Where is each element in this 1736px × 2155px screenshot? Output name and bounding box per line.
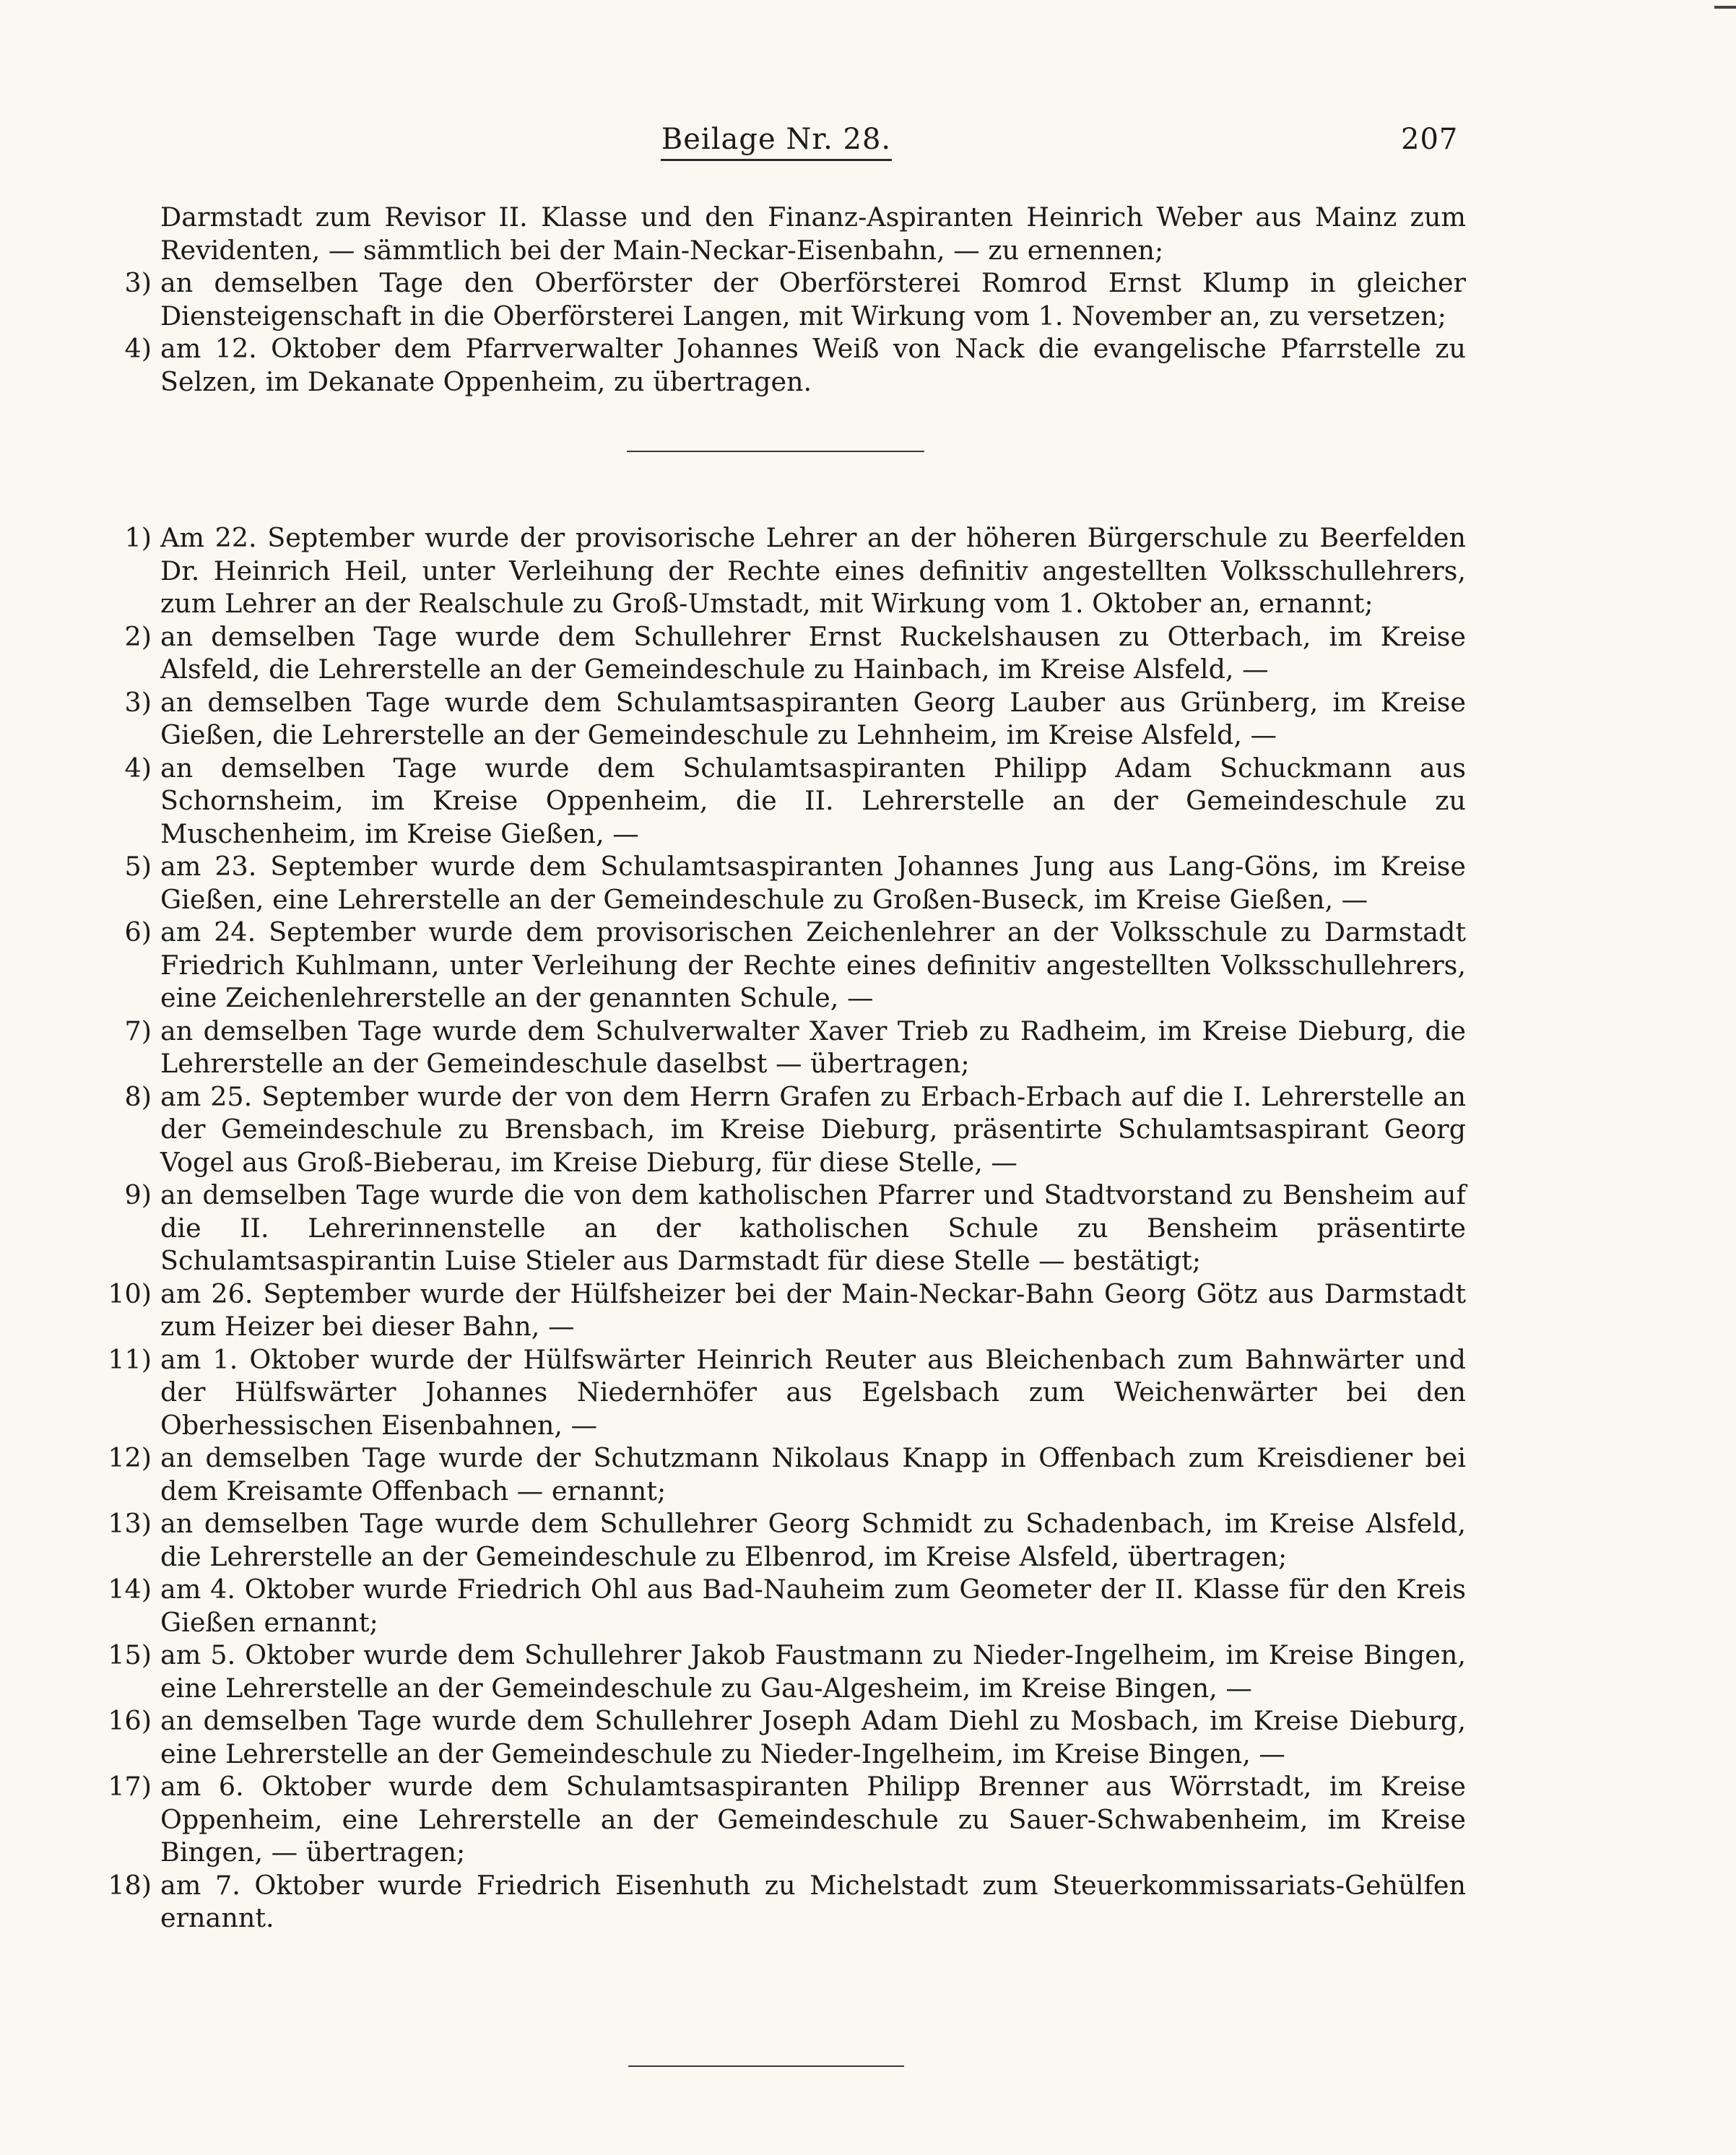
list-item [101,752,1466,851]
item-text: am 12. Oktober dem Pfarrverwalter Johannes Weiß von Nack die evangelische Pfarrstelle zu Selzen, im Dekanate Oppenheim, zu übertragen. [160,333,1466,397]
list-item [101,1704,1466,1770]
list-item [101,1869,1466,1935]
list-item [101,916,1466,1015]
list-item [101,1179,1466,1278]
list-item [101,1573,1466,1639]
item-text: am 26. September wurde der Hülfsheizer bei der Main-Neckar-Bahn Georg Götz aus Darmstadt zum Heizer bei dieser Bahn, — [160,1278,1466,1342]
page-edge-mark [1714,6,1736,9]
item-number: 10) [108,1278,152,1309]
item-number: 18) [108,1869,152,1901]
item-text: am 4. Oktober wurde Friedrich Ohl aus Bad-Nauheim zum Geometer der II. Klasse für den Kreis Gießen ernannt; [160,1574,1466,1638]
list-item [101,1639,1466,1704]
list-item [101,686,1466,752]
section-divider [627,451,924,452]
page-title: Beilage Nr. 28. [661,123,892,161]
list-item [101,1015,1466,1080]
item-text: an demselben Tage wurde dem Schullehrer Joseph Adam Diehl zu Mosbach, im Kreise Dieburg, eine Lehrerstelle an der Gemeindeschule zu Nieder-Ingelheim, im Kreise Bingen, — [160,1705,1466,1769]
item-text: am 24. September wurde dem provisorischen Zeichenlehrer an der Volksschule zu Darmstadt Friedrich Kuhlmann, unter Verleihung der Rechte eines definitiv angestellten Volksschullehrers, eine Zeichenlehrerstelle an der genannten Schule, — [160,916,1466,1013]
section-divider [628,2065,904,2067]
item-number: 9) [124,1179,152,1210]
item-text: am 25. September wurde der von dem Herrn Grafen zu Erbach-Erbach auf die I. Lehrerstelle an der Gemeindeschule zu Brensbach, im Kreise Dieburg, präsentirte Schulamtsaspirant Georg Vogel aus Groß-Bieberau, im Kreise Dieburg, für diese Stelle, — [160,1080,1466,1178]
item-number: 3) [124,267,152,298]
list-item [101,1343,1466,1442]
item-text: am 6. Oktober wurde dem Schulamtsaspiranten Philipp Brenner aus Wörrstadt, im Kreise Oppenheim, eine Lehrerstelle an der Gemeindeschule zu Sauer-Schwabenheim, im Kreise Bingen, — übertragen; [160,1771,1466,1868]
item-number: 11) [108,1343,152,1375]
item-text: an demselben Tage den Oberförster der Oberförsterei Romrod Ernst Klump in gleicher Diensteigenschaft in die Oberförsterei Langen, mit Wirkung vom 1. November an, zu versetzen; [160,267,1466,331]
item-number: 3) [124,686,152,718]
item-number: 6) [124,916,152,948]
page-header [0,123,1736,173]
continuation-paragraph: Darmstadt zum Revisor II. Klasse und den Finanz-Aspiranten Heinrich Weber aus Mainz zum Revidenten, — sämmtlich bei der Main-Neckar-Eisenbahn, — zu ernennen; [160,201,1466,266]
item-text: an demselben Tage wurde der Schutzmann Nikolaus Knapp in Offenbach zum Kreisdiener bei dem Kreisamte Offenbach — ernannt; [160,1442,1466,1506]
item-number: 1) [124,522,152,553]
item-number: 2) [124,620,152,652]
item-number: 8) [124,1080,152,1112]
item-text: Am 22. September wurde der provisorische Lehrer an der höheren Bürgerschule zu Beerfelden Dr. Heinrich Heil, unter Verleihung der Rechte eines definitiv angestellten Volksschullehrers, zum Lehrer an der Realschule zu Groß-Umstadt, mit Wirkung vom 1. Oktober an, ernannt; [160,522,1466,619]
item-text: am 5. Oktober wurde dem Schullehrer Jakob Faustmann zu Nieder-Ingelheim, im Kreise Bingen, eine Lehrerstelle an der Gemeindeschule zu Gau-Algesheim, im Kreise Bingen, — [160,1639,1466,1704]
list-item [101,620,1466,686]
item-text: an demselben Tage wurde die von dem katholischen Pfarrer und Stadtvorstand zu Bensheim auf die II. Lehrerinnenstelle an der katholischen Schule zu Bensheim präsentirte Schulamtsaspirantin Luise Stieler aus Darmstadt für diese Stelle — bestätigt; [160,1179,1466,1276]
item-number: 4) [124,333,152,364]
list-item [101,1278,1466,1343]
item-number: 13) [108,1508,152,1539]
list-item [101,1507,1466,1573]
item-text: an demselben Tage wurde dem Schulamtsaspiranten Georg Lauber aus Grünberg, im Kreise Gießen, die Lehrerstelle an der Gemeindeschule zu Lehnheim, im Kreise Alsfeld, — [160,686,1466,750]
list-item [101,850,1466,916]
item-text: am 23. September wurde dem Schulamtsaspiranten Johannes Jung aus Lang-Göns, im Kreise Gießen, eine Lehrerstelle an der Gemeindeschule zu Großen-Buseck, im Kreise Gießen, — [160,851,1466,915]
item-number: 14) [108,1574,152,1605]
page-number: 207 [1401,123,1459,156]
item-number: 12) [108,1442,152,1473]
item-text: an demselben Tage wurde dem Schulverwalter Xaver Trieb zu Radheim, im Kreise Dieburg, die Lehrerstelle an der Gemeindeschule daselbst — übertragen; [160,1015,1466,1079]
list-item [101,1770,1466,1869]
item-number: 5) [124,851,152,882]
item-text: an demselben Tage wurde dem Schullehrer Ernst Ruckelshausen zu Otterbach, im Kreise Alsfeld, die Lehrerstelle an der Gemeindeschule zu Hainbach, im Kreise Alsfeld, — [160,620,1466,685]
item-text: an demselben Tage wurde dem Schulamtsaspiranten Philipp Adam Schuckmann aus Schornsheim, im Kreise Oppenheim, die II. Lehrerstelle an der Gemeindeschule zu Muschenheim, im Kreise Gießen, — [160,752,1466,849]
item-number: 15) [108,1639,152,1670]
list-item [101,1441,1466,1507]
item-number: 4) [124,752,152,784]
list-item [101,332,1466,398]
item-text: am 7. Oktober wurde Friedrich Eisenhuth zu Michelstadt zum Steuerkommissariats-Gehülfen ernannt. [160,1869,1466,1933]
item-text: an demselben Tage wurde dem Schullehrer Georg Schmidt zu Schadenbach, im Kreise Alsfeld, die Lehrerstelle an der Gemeindeschule zu Elbenrod, im Kreise Alsfeld, übertragen; [160,1508,1466,1572]
section-school-appointments [101,521,1466,1935]
item-number: 16) [108,1705,152,1736]
item-number: 7) [124,1015,152,1046]
list-item [101,266,1466,332]
item-number: 17) [108,1771,152,1802]
item-text: am 1. Oktober wurde der Hülfswärter Heinrich Reuter aus Bleichenbach zum Bahnwärter und der Hülfswärter Johannes Niedernhöfer aus Egelsbach zum Weichenwärter bei den Oberhessischen Eisenbahnen, — [160,1343,1466,1441]
section-appointments-continued [101,201,1466,398]
list-item [101,1080,1466,1179]
list-item [101,521,1466,620]
